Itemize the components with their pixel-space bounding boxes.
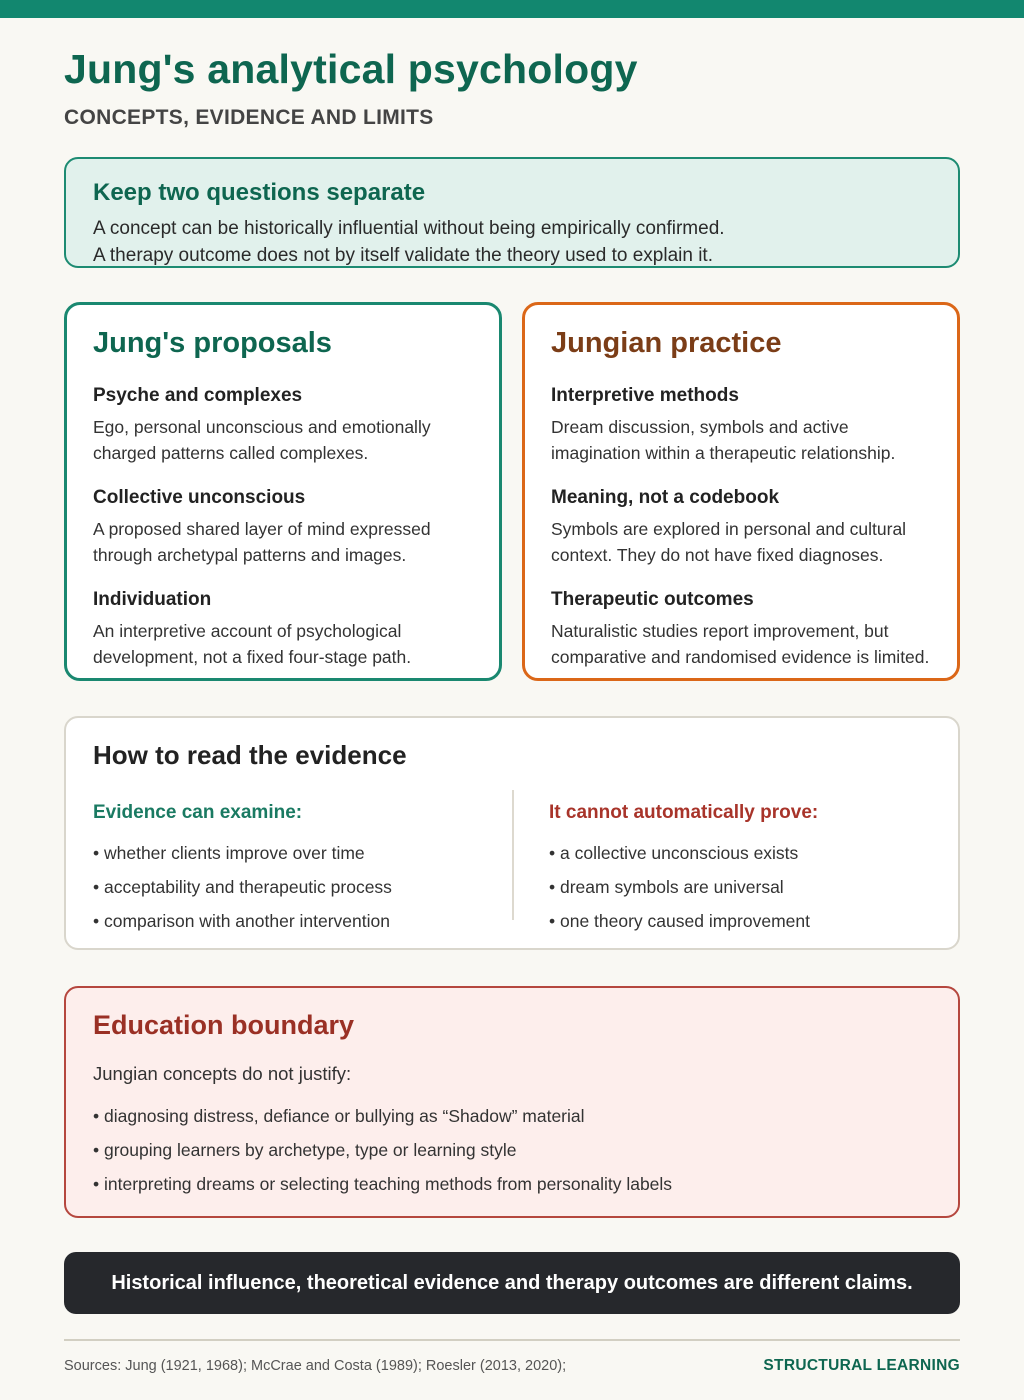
practice-item-title: Interpretive methods — [551, 385, 739, 406]
proposal-item-title: Psyche and complexes — [93, 385, 303, 406]
evidence-cannot-item: • dream symbols are universal — [549, 877, 784, 897]
practice-item — [551, 589, 931, 670]
proposal-item — [93, 589, 473, 670]
sources-text: Sources: Jung (1921, 1968); McCrae and Costa (1989); Roesler (2013, 2020); — [64, 1358, 567, 1374]
practice-card — [522, 302, 960, 681]
proposal-item — [93, 487, 473, 568]
evidence-cannot-column — [549, 802, 818, 938]
boundary-item: • grouping learners by archetype, type or learning style — [93, 1140, 517, 1160]
boundary-item: • diagnosing distress, defiance or bullying as “Shadow” material — [93, 1106, 585, 1126]
practice-item — [551, 385, 931, 466]
proposals-card — [64, 302, 502, 681]
top-accent-bar — [0, 0, 1024, 18]
summary-banner: Historical influence, theoretical evidence and therapy outcomes are different claims. — [64, 1252, 960, 1314]
education-boundary-panel — [64, 986, 960, 1218]
proposal-item-text: Ego, personal unconscious and emotionally charged patterns called complexes. — [93, 417, 431, 463]
practice-title: Jungian practice — [551, 327, 782, 359]
callout-line: A concept can be historically influential without being empirically confirmed. — [93, 218, 725, 239]
evidence-can-column — [93, 802, 392, 938]
practice-item-text: Symbols are explored in personal and cultural context. They do not have fixed diagnoses. — [551, 519, 907, 565]
practice-item-text: Dream discussion, symbols and active imagination within a therapeutic relationship. — [551, 417, 896, 463]
practice-item — [551, 487, 931, 568]
page-subtitle: CONCEPTS, EVIDENCE AND LIMITS — [64, 106, 434, 129]
evidence-panel — [64, 716, 960, 950]
callout-line: A therapy outcome does not by itself validate the theory used to explain it. — [93, 245, 713, 266]
evidence-can-heading: Evidence can examine: — [93, 802, 303, 823]
proposal-item-text: A proposed shared layer of mind expressed through archetypal patterns and images. — [93, 519, 431, 565]
evidence-cannot-item: • one theory caused improvement — [549, 911, 810, 931]
boundary-intro: Jungian concepts do not justify: — [93, 1063, 352, 1084]
practice-item-title: Meaning, not a codebook — [551, 487, 780, 508]
practice-item-text: Naturalistic studies report improvement, but comparative and randomised evidence is limited. — [551, 621, 930, 667]
evidence-cannot-item: • a collective unconscious exists — [549, 843, 799, 863]
separate-questions-callout — [64, 157, 960, 268]
boundary-item: • interpreting dreams or selecting teaching methods from personality labels — [93, 1174, 673, 1194]
proposal-item — [93, 385, 473, 466]
callout-heading: Keep two questions separate — [93, 179, 426, 206]
practice-item-title: Therapeutic outcomes — [551, 589, 754, 610]
page-title: Jung's analytical psychology — [64, 46, 638, 92]
proposal-item-title: Collective unconscious — [93, 487, 306, 508]
evidence-cannot-heading: It cannot automatically prove: — [549, 802, 819, 823]
evidence-can-item: • whether clients improve over time — [93, 843, 365, 863]
evidence-can-item: • acceptability and therapeutic process — [93, 877, 392, 897]
footer-divider — [64, 1339, 960, 1341]
evidence-divider — [512, 790, 514, 920]
evidence-can-item: • comparison with another intervention — [93, 911, 390, 931]
brand-label: STRUCTURAL LEARNING — [763, 1357, 960, 1374]
proposal-item-text: An interpretive account of psychological development, not a fixed four-stage path. — [93, 621, 412, 667]
proposal-item-title: Individuation — [93, 589, 212, 610]
boundary-title: Education boundary — [93, 1010, 355, 1040]
proposals-title: Jung's proposals — [93, 327, 332, 359]
evidence-title: How to read the evidence — [93, 740, 407, 770]
